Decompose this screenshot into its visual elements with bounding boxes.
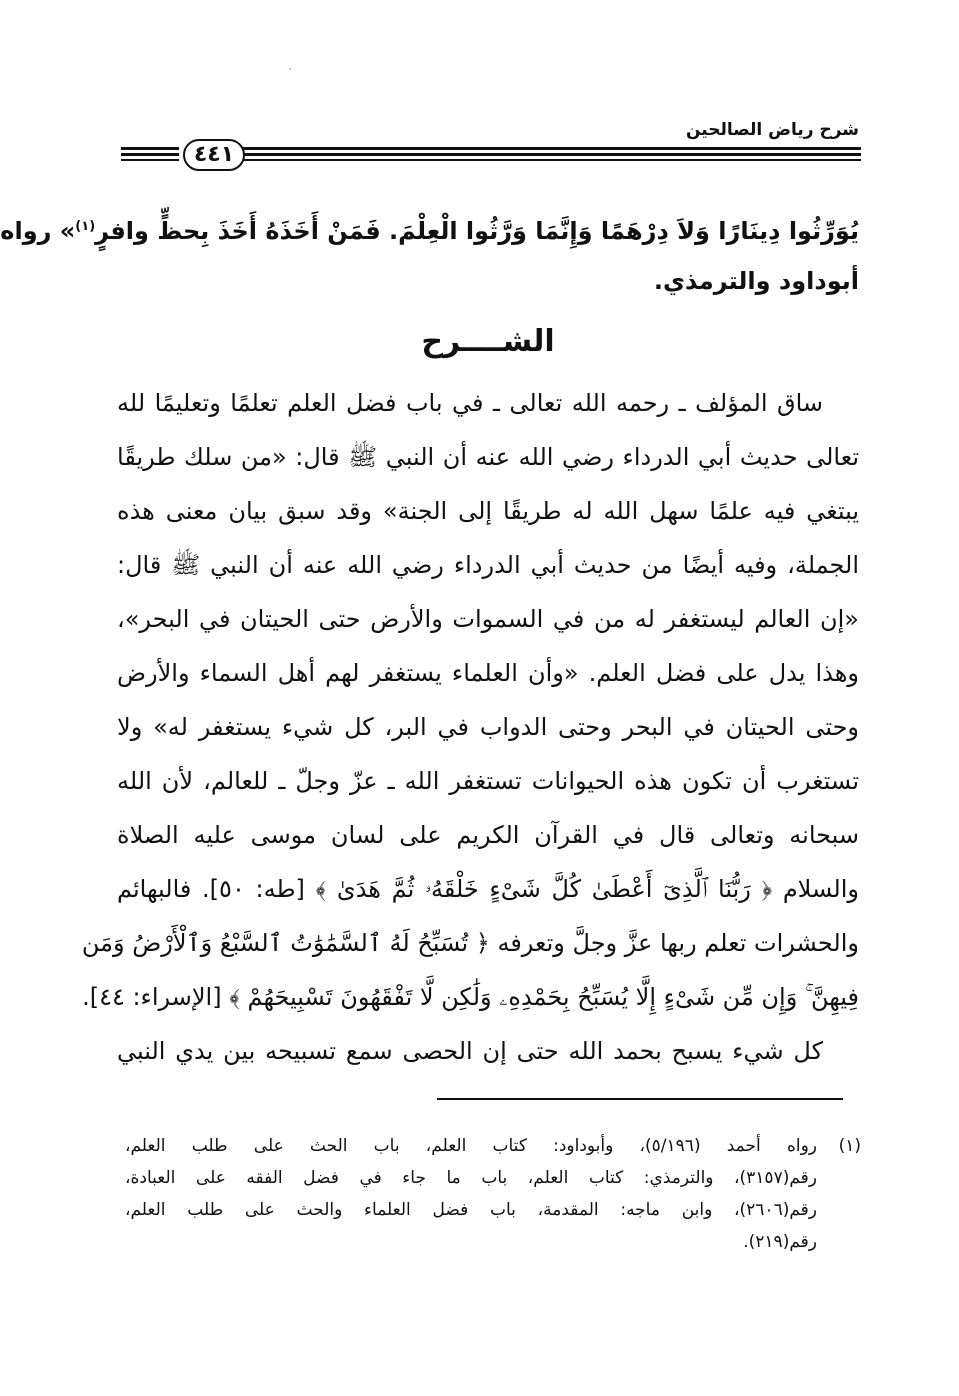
explanation-line: الجملة، وفيه أيضًا من حديث أبي الدرداء رضي الله عنه أن النبي ﷺ قال: — [117, 551, 859, 579]
explanation-line: كل شيء يسبح بحمد الله حتى إن الحصى سمع تسبيحه بين يدي النبي — [117, 1037, 823, 1065]
rule-line — [243, 159, 861, 161]
explanation-line: سبحانه وتعالى قال في القرآن الكريم على لسان موسى عليه الصلاة — [117, 821, 859, 849]
footnote-body — [125, 1130, 817, 1258]
explanation-line: يبتغي فيه علمًا سهل الله له طريقًا إلى الجنة» وقد سبق بيان معنى هذه — [117, 497, 859, 525]
rule-line — [243, 153, 861, 156]
footnote-line: رقم(٢١٩). — [743, 1232, 817, 1252]
scan-speck — [289, 68, 291, 70]
header-rule — [121, 142, 861, 167]
footnote-separator — [437, 1098, 843, 1100]
section-heading: الشــــرح — [421, 324, 555, 359]
hadith-attribution: » رواه — [0, 217, 76, 245]
explanation-line: تستغرب أن تكون هذه الحيوانات تستغفر الله ـ عزّ وجلّ ـ للعالم، لأن الله — [117, 767, 859, 795]
explanation-line: والحشرات تعلم ربها عزَّ وجلَّ وتعرفه ﴿ تُسَبِّحُ لَهُ ٱلسَّمَٰوَٰتُ ٱلسَّبْعُ وَٱلْأَرْضُ وَمَن — [81, 929, 859, 957]
rule-line — [121, 147, 179, 150]
explanation-line: والسلام ﴿ رَبُّنَا ٱلَّذِىٓ أَعْطَىٰ كُلَّ شَىْءٍ خَلْقَهُۥ ثُمَّ هَدَىٰ ﴾ [طه: ٥٠]. فالبهائم — [117, 875, 859, 903]
footnote-marker: (١) — [838, 1136, 861, 1156]
rule-line — [121, 153, 179, 156]
hadith-line-1 — [0, 200, 859, 254]
explanation-line: تعالى حديث أبي الدرداء رضي الله عنه أن النبي ﷺ قال: «من سلك طريقًا — [117, 443, 859, 471]
explanation-line: «إن العالم ليستغفر له من في السموات والأرض حتى الحيتان في البحر»، — [117, 605, 859, 633]
explanation-line: وهذا يدل على فضل العلم. «وأن العلماء يستغفر لهم أهل السماء والأرض — [117, 659, 859, 687]
footnote-line: رقم(٣١٥٧)، والترمذي: كتاب العلم، باب ما جاء في فضل الفقه على العبادة، — [125, 1168, 817, 1188]
explanation-line: ساق المؤلف ـ رحمه الله تعالى ـ في باب فضل العلم تعلمًا وتعليمًا لله — [117, 389, 823, 417]
rule-line — [243, 147, 861, 150]
footnote-line: رقم(٢٦٠٦)، وابن ماجه: المقدمة، باب فضل العلماء والحث على طلب العلم، — [125, 1200, 817, 1220]
page-number: ٤٤١ — [183, 139, 245, 171]
running-title: شرح رياض الصالحين — [685, 120, 859, 140]
explanation-line: فِيهِنَّ ۚ وَإِن مِّن شَىْءٍ إِلَّا يُسَبِّحُ بِحَمْدِهِۦ وَلَٰكِن لَّا تَفْقَهُونَ تَسْبِيحَهُمْ ﴾ [الإسراء: ٤٤]. — [82, 983, 859, 1011]
hadith-line-2: أبوداود والترمذي. — [653, 267, 859, 295]
rule-line — [121, 159, 179, 161]
explanation-line: وحتى الحيتان في البحر وحتى الدواب في البر، كل شيء يستغفر له» ولا — [117, 713, 859, 741]
footnote-line: رواه أحمد (٥/١٩٦)، وأبوداود: كتاب العلم، باب الحث على طلب العلم، — [125, 1136, 817, 1156]
footnotes — [125, 1130, 861, 1258]
hadith-text: يُوَرِّثُوا دِينَارًا وَلاَ دِرْهَمًا وَإِنَّمَا وَرَّثُوا الْعِلْمَ. فَمَنْ أَخَذَهُ أَخَذَ بِحظٍّ وافرٍ — [95, 217, 859, 245]
footnote-ref[interactable]: (١) — [75, 219, 96, 234]
main-text — [0, 200, 859, 1078]
